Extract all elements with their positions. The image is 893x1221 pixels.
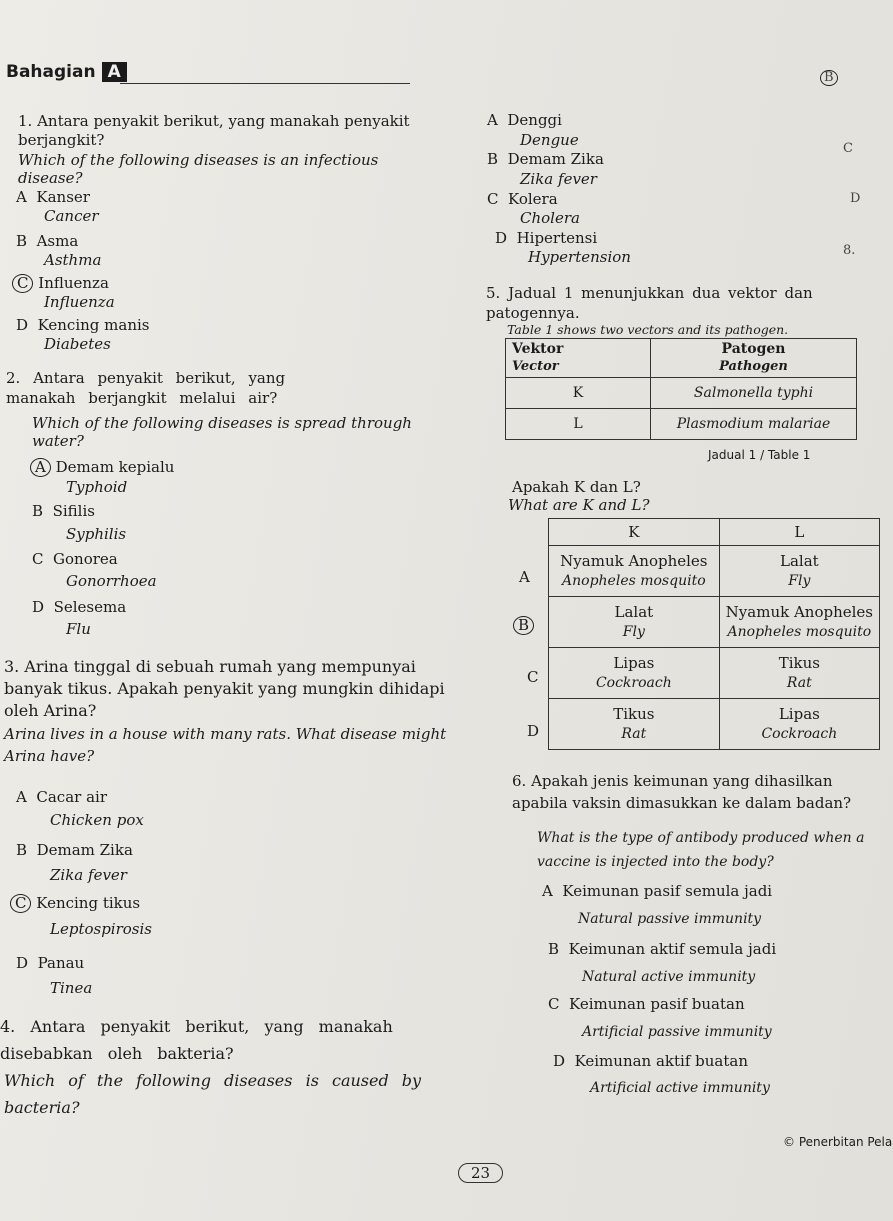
q1-option-c-en: Influenza (44, 293, 115, 311)
table-cell: L (506, 409, 651, 440)
q6-text-en: What is the type of antibody produced when a vaccine is injected into the body? (537, 830, 865, 870)
q5-text-ms: Jadual 1 menunjukkan dua vektor dan patogennya. (486, 284, 813, 322)
q1-option-b[interactable]: B Asma (16, 232, 79, 250)
table-header-k: K (549, 519, 720, 546)
q1-option-d2-en: Hypertension (528, 248, 631, 266)
right-option-c: C (843, 141, 853, 156)
q4-stem (0, 1013, 470, 1067)
q1-option-d[interactable]: D Kencing manis (16, 316, 150, 334)
q2-text-en: Which of the following diseases is spread through water? (32, 414, 412, 450)
table-row (506, 339, 857, 378)
table-cell: Tikus Rat (549, 699, 720, 750)
table-cell: Plasmodium malariae (651, 409, 857, 440)
right-option-b: B (820, 70, 838, 86)
q4-text-ms: Antara penyakit berikut, yang manakah disebabkan oleh bakteria? (0, 1017, 393, 1063)
q3-option-a[interactable]: A Cacar air (16, 788, 108, 806)
answer-circle: A (30, 458, 51, 477)
q3-option-b[interactable]: B Demam Zika (16, 841, 133, 859)
q2-option-c[interactable]: C Gonorea (32, 550, 118, 568)
q1-option-b2[interactable]: B Demam Zika (487, 150, 604, 168)
section-label: Bahagian (6, 62, 96, 82)
table-cell: Nyamuk Anopheles Anopheles mosquito (549, 546, 720, 597)
q6-option-a[interactable]: A Keimunan pasif semula jadi (542, 882, 773, 900)
q2-option-b-en: Syphilis (66, 525, 127, 543)
q4-text-en: Which of the following diseases is caused by bacteria? (4, 1071, 422, 1117)
table-cell: Lipas Cockroach (549, 648, 720, 699)
vector-table (505, 338, 857, 440)
answer-table (548, 518, 880, 750)
q3-option-d-en: Tinea (50, 979, 93, 997)
q1-option-a2-en: Dengue (520, 131, 579, 149)
q1-stem (18, 112, 423, 150)
table-row (506, 409, 857, 440)
page-number: 23 (458, 1163, 503, 1183)
q2-option-a-en: Typhoid (66, 478, 128, 496)
q5-option-a[interactable]: A (519, 568, 530, 586)
q5-ask-ms: Apakah K dan L? (512, 478, 641, 496)
q1-number: 1. (18, 112, 33, 130)
q1-text-en: Which of the following diseases is an infectious disease? (18, 151, 379, 187)
right-option-d: D (850, 191, 861, 206)
table-caption: Jadual 1 / Table 1 (708, 448, 811, 462)
section-header (6, 62, 127, 82)
table-row (549, 519, 880, 546)
table-cell: Lalat Fly (549, 597, 720, 648)
q4-number: 4. (0, 1017, 16, 1036)
table-cell: Tikus Rat (719, 648, 879, 699)
table-cell: Salmonella typhi (651, 378, 857, 409)
q3-stem: 3. Arina tinggal di sebuah rumah yang mempunyai banyak tikus. Apakah penyakit yang mungkin dihidapi oleh Arina? (4, 657, 445, 720)
header-rule (120, 83, 410, 84)
q2-text-ms: Antara penyakit berikut, yang manakah berjangkit melalui air? (6, 369, 286, 407)
q6-option-c[interactable]: C Keimunan pasif buatan (548, 995, 745, 1013)
q6-option-b[interactable]: B Keimunan aktif semula jadi (548, 940, 777, 958)
q1-option-a-en: Cancer (44, 207, 99, 225)
q1-option-d-en: Diabetes (44, 335, 111, 353)
table-cell: Lalat Fly (719, 546, 879, 597)
q1-option-a[interactable]: A Kanser (16, 188, 90, 206)
q2-option-b[interactable]: B Sifilis (32, 502, 95, 520)
q1-option-d2[interactable]: D Hipertensi (495, 229, 598, 247)
q3-option-c[interactable]: C Kencing tikus (10, 894, 140, 913)
q2-option-a[interactable]: A Demam kepialu (30, 458, 174, 477)
q3-option-d[interactable]: D Panau (16, 954, 85, 972)
q1-text-ms: Antara penyakit berikut, yang manakah penyakit berjangkit? (18, 112, 410, 149)
right-q8-number: 8. (843, 243, 856, 258)
table-row (549, 546, 880, 597)
table-row (549, 699, 880, 750)
table-cell: Nyamuk Anopheles Anopheles mosquito (719, 597, 879, 648)
section-letter: A (102, 62, 127, 82)
answer-circle: B (513, 616, 534, 635)
q1-option-b2-en: Zika fever (520, 170, 597, 188)
table-row (506, 378, 857, 409)
q1-option-a2[interactable]: A Denggi (487, 111, 562, 129)
q6-text-ms: Apakah jenis keimunan yang dihasilkan apabila vaksin dimasukkan ke dalam badan? (512, 772, 852, 812)
q1-option-c2-en: Cholera (520, 209, 580, 227)
q1-option-c2[interactable]: C Kolera (487, 190, 558, 208)
q3-option-b-en: Zika fever (50, 866, 127, 884)
q1-option-c[interactable]: C Influenza (12, 274, 109, 293)
q2-option-d[interactable]: D Selesema (32, 598, 127, 616)
table-header-vector: Vektor Vector (506, 339, 651, 378)
table-cell: Lipas Cockroach (719, 699, 879, 750)
table-header-pathogen: Patogen Pathogen (651, 339, 857, 378)
q5-option-c[interactable]: C (527, 668, 539, 686)
q5-option-d[interactable]: D (527, 722, 540, 740)
q5-ask-en: What are K and L? (508, 496, 650, 514)
q5-text-en: Table 1 shows two vectors and its pathogen. (507, 322, 789, 337)
q6-option-d-en: Artificial active immunity (590, 1080, 770, 1096)
q3-text-ms: Arina tinggal di sebuah rumah yang mempunyai banyak tikus. Apakah penyakit yang mungkin dihidapi oleh Arina? (4, 657, 445, 720)
q3-text-en: Arina lives in a house with many rats. What disease might Arina have? (4, 725, 447, 765)
q2-option-d-en: Flu (66, 620, 91, 638)
q2-option-c-en: Gonorrhoea (66, 572, 157, 590)
table-row (549, 597, 880, 648)
q5-option-b[interactable] (513, 616, 534, 635)
answer-circle: C (12, 274, 33, 293)
q1-option-b-en: Asthma (44, 251, 102, 269)
q6-option-b-en: Natural active immunity (582, 969, 756, 985)
table-cell: K (506, 378, 651, 409)
publisher-note: © Penerbitan Pela (783, 1135, 893, 1149)
q6-option-c-en: Artificial passive immunity (582, 1024, 772, 1040)
q2-stem: 2. Antara penyakit berikut, yang manakah berjangkit melalui air? (6, 369, 286, 407)
q3-option-c-en: Leptospirosis (50, 920, 152, 938)
q6-stem: 6. Apakah jenis keimunan yang dihasilkan apabila vaksin dimasukkan ke dalam badan? (512, 772, 852, 812)
q3-option-a-en: Chicken pox (50, 811, 144, 829)
answer-circle: C (10, 894, 31, 913)
q6-option-a-en: Natural passive immunity (578, 911, 762, 927)
table-row (549, 648, 880, 699)
table-header-l: L (719, 519, 879, 546)
q6-option-d[interactable]: D Keimunan aktif buatan (553, 1052, 748, 1070)
q5-stem: 5. Jadual 1 menunjukkan dua vektor dan patogennya. (486, 284, 813, 322)
